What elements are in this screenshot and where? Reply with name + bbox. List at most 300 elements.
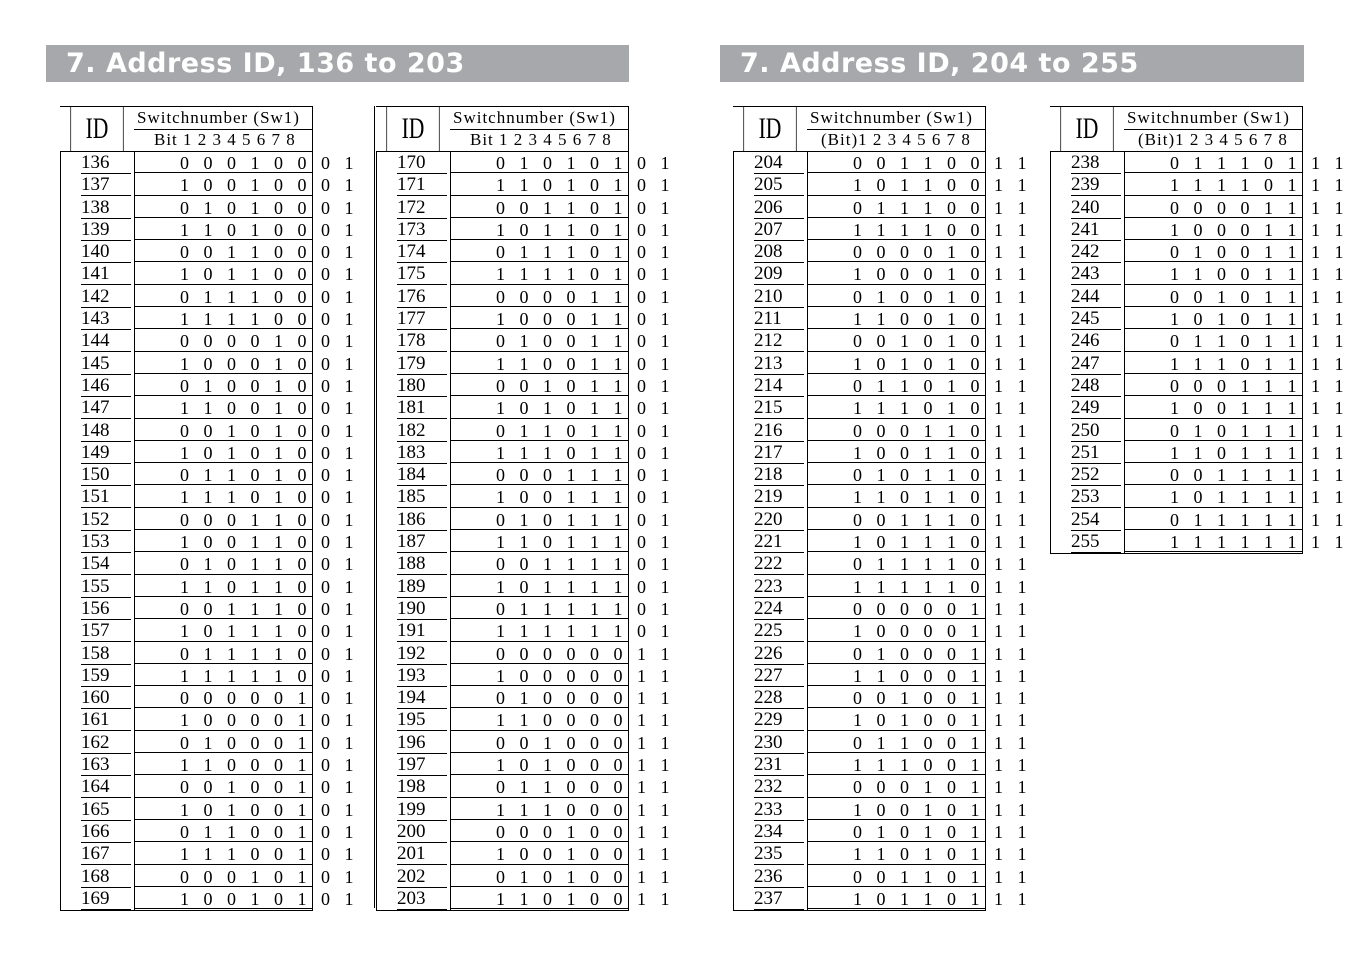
address-id-value: 165 [81, 800, 131, 821]
address-id-value: 142 [81, 287, 131, 308]
address-id-value: 251 [1071, 443, 1121, 464]
switch-bits-cell: 1 0 0 0 0 1 0 1 [135, 709, 312, 731]
address-id-value: 228 [754, 688, 804, 709]
address-id-cell [61, 152, 135, 174]
switch-bits-cell: 1 0 0 1 1 0 0 1 [135, 531, 312, 553]
address-id-value: 229 [754, 710, 804, 731]
address-id-cell [734, 799, 808, 821]
address-id-cell [61, 553, 135, 575]
table-row [61, 865, 359, 888]
switch-bits-cell: 1 0 1 1 0 1 1 1 [808, 888, 985, 910]
table-row [377, 531, 675, 553]
table-row [377, 887, 675, 910]
address-id-cell [61, 732, 135, 754]
address-id-cell [734, 821, 808, 843]
address-id-cell [377, 286, 451, 308]
address-id-value: 237 [754, 889, 804, 910]
switch-bits-cell: 0 1 1 1 0 1 0 1 [451, 241, 628, 263]
address-id-value: 176 [397, 287, 447, 308]
address-id-value: 244 [1071, 287, 1121, 308]
switch-bits-cell: 1 0 0 1 0 0 1 1 [451, 843, 628, 865]
address-id-cell [377, 866, 451, 888]
address-id-cell [377, 219, 451, 241]
address-id-value: 168 [81, 867, 131, 888]
address-id-value: 138 [81, 198, 131, 219]
address-id-cell [61, 442, 135, 464]
address-id-value: 156 [81, 599, 131, 620]
table-row [377, 687, 675, 709]
switch-bits-cell: 0 0 0 0 1 0 1 1 [808, 241, 985, 263]
address-id-cell [1051, 509, 1125, 531]
switch-bits-cell: 1 1 0 0 1 1 0 1 [451, 353, 628, 375]
table-row [1051, 374, 1349, 397]
address-id-cell [377, 888, 451, 910]
address-table-204-237 [733, 106, 1032, 911]
table-row [61, 196, 359, 219]
address-id-value: 185 [397, 487, 447, 508]
switch-bits-cell: 1 1 1 0 0 1 0 1 [135, 843, 312, 865]
switch-bits-cell: 0 0 0 0 1 0 0 1 [135, 330, 312, 352]
address-id-cell [734, 843, 808, 865]
address-id-cell [377, 420, 451, 442]
switch-bits-cell: 0 0 1 0 1 1 0 1 [451, 375, 628, 397]
address-id-value: 210 [754, 287, 804, 308]
address-id-value: 175 [397, 264, 447, 285]
switch-bits-cell: 0 0 1 1 0 0 1 1 [808, 152, 985, 174]
table-row [377, 152, 675, 174]
table-row [377, 241, 675, 263]
switch-bits-cell: 0 1 1 1 0 0 1 1 [808, 197, 985, 219]
address-id-cell [377, 197, 451, 219]
table-row [377, 196, 675, 219]
table-row [377, 820, 675, 843]
address-id-value: 216 [754, 421, 804, 442]
switch-bits-cell: 1 0 0 1 0 0 0 1 [135, 174, 312, 196]
address-id-cell [61, 799, 135, 821]
address-id-value: 236 [754, 867, 804, 888]
table-row [61, 687, 359, 709]
address-id-value: 204 [754, 153, 804, 174]
table-row [1051, 174, 1349, 196]
address-id-cell [1051, 330, 1125, 352]
table-row [734, 174, 1032, 196]
table-row [1051, 241, 1349, 263]
table-row [1051, 486, 1349, 508]
switch-bits-cell: 0 0 1 1 0 0 0 1 [135, 241, 312, 263]
switch-bits-cell: 1 0 0 0 0 1 1 1 [808, 620, 985, 642]
address-id-cell [1051, 397, 1125, 419]
table-row [1051, 508, 1349, 531]
table-row [61, 776, 359, 798]
switch-bits-cell: 0 0 0 1 1 0 0 1 [135, 509, 312, 531]
switch-bits-cell: 0 0 1 0 0 0 1 1 [451, 732, 628, 754]
switch-bits-cell: 1 1 0 0 0 0 1 1 [451, 709, 628, 731]
switch-bits-cell: 1 1 1 0 1 1 1 1 [1125, 353, 1302, 375]
address-id-value: 230 [754, 733, 804, 754]
switch-bits-cell: 0 0 1 0 1 0 1 1 [808, 330, 985, 352]
switch-bits-cell: 0 0 0 1 0 0 1 1 [451, 821, 628, 843]
switch-bits-cell: 0 1 1 1 0 0 0 1 [135, 286, 312, 308]
page-title-right: 7. Address ID, 204 to 255 [720, 45, 1304, 82]
address-id-cell [734, 709, 808, 731]
address-id-cell [377, 464, 451, 486]
table-row [377, 352, 675, 375]
table-row [61, 887, 359, 910]
address-id-cell [61, 464, 135, 486]
address-id-cell [377, 643, 451, 665]
address-id-cell [377, 375, 451, 397]
switch-bits-cell: 1 0 1 0 1 0 0 1 [135, 442, 312, 464]
switch-bits-cell: 0 1 0 1 0 0 1 1 [451, 866, 628, 888]
switch-bits-cell: 0 0 1 1 1 1 1 1 [1125, 464, 1302, 486]
address-id-value: 226 [754, 644, 804, 665]
table-row [61, 486, 359, 508]
switch-bits-cell: 1 0 0 0 1 1 1 1 [1125, 219, 1302, 241]
address-id-value: 205 [754, 175, 804, 196]
table-row [61, 531, 359, 553]
address-id-value: 208 [754, 242, 804, 263]
address-id-cell [734, 152, 808, 174]
address-id-value: 160 [81, 688, 131, 709]
address-id-value: 164 [81, 777, 131, 798]
address-id-cell [61, 866, 135, 888]
switch-bits-cell: 1 1 1 1 0 1 1 1 [1125, 174, 1302, 196]
switch-bits-cell: 1 1 0 0 0 1 0 1 [135, 754, 312, 776]
switch-bits-cell: 0 1 1 1 1 1 1 1 [1125, 509, 1302, 531]
address-table-238-255 [1050, 106, 1349, 554]
address-id-value: 159 [81, 666, 131, 687]
table-row [377, 464, 675, 486]
address-id-value: 154 [81, 554, 131, 575]
address-id-cell [734, 687, 808, 709]
address-id-cell [734, 732, 808, 754]
table-row [734, 263, 1032, 285]
address-id-cell [61, 531, 135, 553]
table-row [734, 642, 1032, 665]
address-id-cell [734, 553, 808, 575]
table-header [60, 107, 313, 152]
table-row [61, 352, 359, 375]
table-row [734, 820, 1032, 843]
address-id-value: 187 [397, 532, 447, 553]
switch-bits-cell: 1 1 1 0 1 0 1 1 [808, 397, 985, 419]
address-id-cell [61, 509, 135, 531]
table-row [1051, 263, 1349, 285]
switch-bits-cell: 0 0 0 0 0 0 1 1 [451, 643, 628, 665]
switch-bits-cell: 0 0 0 1 1 0 1 1 [808, 420, 985, 442]
table-row [61, 218, 359, 241]
address-id-value: 139 [81, 220, 131, 241]
table-row [734, 575, 1032, 598]
address-id-cell [377, 442, 451, 464]
address-id-cell [61, 643, 135, 665]
address-id-cell [734, 197, 808, 219]
switch-bits-cell: 0 1 0 1 1 1 1 1 [1125, 420, 1302, 442]
switch-bits-cell: 0 0 1 0 1 0 0 1 [135, 420, 312, 442]
table-row [61, 709, 359, 731]
address-id-value: 218 [754, 465, 804, 486]
address-id-value: 195 [397, 710, 447, 731]
switch-bits-cell: 1 0 0 0 1 0 1 1 [808, 263, 985, 285]
bit-index-header: (Bit)1 2 3 4 5 6 7 8 [807, 129, 986, 151]
switch-bits-cell: 0 1 1 1 1 1 0 1 [451, 598, 628, 620]
table-row [734, 687, 1032, 709]
address-id-cell [61, 687, 135, 709]
address-id-value: 252 [1071, 465, 1121, 486]
address-id-value: 143 [81, 309, 131, 330]
address-id-cell [377, 709, 451, 731]
address-id-value: 196 [397, 733, 447, 754]
address-id-cell [734, 263, 808, 285]
address-id-cell [377, 843, 451, 865]
address-id-value: 247 [1071, 354, 1121, 375]
table-row [61, 754, 359, 776]
address-id-cell [377, 509, 451, 531]
address-id-value: 227 [754, 666, 804, 687]
address-id-value: 203 [397, 889, 447, 910]
switch-bits-cell: 1 1 0 1 0 1 1 1 [808, 843, 985, 865]
address-id-cell [61, 353, 135, 375]
address-id-cell [1051, 486, 1125, 508]
table-row [377, 330, 675, 352]
table-row [377, 731, 675, 754]
table-body [376, 152, 675, 910]
address-id-value: 189 [397, 577, 447, 598]
address-id-cell [734, 308, 808, 330]
switch-bits-cell: 0 1 1 1 0 1 1 1 [1125, 152, 1302, 174]
switch-bits-cell: 1 0 0 0 1 0 0 1 [135, 353, 312, 375]
address-id-value: 242 [1071, 242, 1121, 263]
switch-bits-cell: 1 0 1 0 1 1 0 1 [451, 397, 628, 419]
switch-bits-cell: 1 0 1 1 0 0 0 1 [135, 263, 312, 285]
address-id-value: 217 [754, 443, 804, 464]
table-row [734, 731, 1032, 754]
switch-bits-cell: 0 0 0 1 0 1 1 1 [808, 776, 985, 798]
table-row [734, 285, 1032, 308]
switch-bits-cell: 0 1 0 0 0 1 1 1 [808, 643, 985, 665]
address-id-value: 188 [397, 554, 447, 575]
switch-bits-cell: 1 0 1 0 1 0 1 1 [808, 353, 985, 375]
table-row [734, 374, 1032, 397]
table-row [377, 285, 675, 308]
switch-bits-cell: 1 0 0 0 1 1 0 1 [451, 308, 628, 330]
switch-bits-cell: 1 1 0 1 1 0 1 1 [808, 486, 985, 508]
id-column-header: ID [386, 107, 439, 151]
switch-bits-cell: 1 0 0 1 0 1 1 1 [808, 799, 985, 821]
address-id-value: 152 [81, 510, 131, 531]
table-row [734, 397, 1032, 419]
switch-bits-cell: 1 0 1 0 1 1 1 1 [1125, 308, 1302, 330]
switch-bits-cell: 1 0 0 1 0 1 0 1 [135, 888, 312, 910]
switchnumber-header: Switchnumber (Sw1) [450, 107, 629, 130]
switch-bits-cell: 1 1 0 0 1 0 0 1 [135, 397, 312, 419]
address-id-cell [61, 330, 135, 352]
address-id-cell [734, 241, 808, 263]
table-row [1051, 285, 1349, 308]
page-title-left: 7. Address ID, 136 to 203 [46, 45, 629, 82]
table-row [61, 330, 359, 352]
address-id-cell [377, 732, 451, 754]
table-row [1051, 196, 1349, 219]
address-id-cell [61, 286, 135, 308]
address-id-cell [1051, 286, 1125, 308]
switch-bits-cell: 0 1 1 0 1 1 0 1 [451, 420, 628, 442]
address-id-cell [1051, 219, 1125, 241]
address-id-cell [377, 152, 451, 174]
address-id-cell [734, 866, 808, 888]
column-separator-left [374, 106, 375, 908]
address-id-value: 141 [81, 264, 131, 285]
address-id-value: 197 [397, 755, 447, 776]
address-id-value: 250 [1071, 421, 1121, 442]
address-id-cell [377, 553, 451, 575]
address-id-cell [61, 776, 135, 798]
switch-bits-cell: 0 1 0 1 0 0 0 1 [135, 197, 312, 219]
switch-bits-cell: 1 0 1 0 0 0 1 1 [451, 754, 628, 776]
address-id-cell [61, 197, 135, 219]
table-row [61, 285, 359, 308]
switch-bits-cell: 1 1 0 1 1 1 0 1 [451, 531, 628, 553]
address-id-cell [377, 576, 451, 598]
table-row [377, 419, 675, 442]
address-id-value: 241 [1071, 220, 1121, 241]
address-id-cell [377, 776, 451, 798]
address-id-value: 202 [397, 867, 447, 888]
address-id-cell [734, 598, 808, 620]
table-row [61, 597, 359, 620]
table-row [61, 152, 359, 174]
switch-bits-cell: 1 1 1 1 0 0 1 1 [808, 219, 985, 241]
switch-bits-cell: 0 1 1 0 0 0 1 1 [451, 776, 628, 798]
switch-bits-cell: 0 0 1 1 0 1 1 1 [808, 866, 985, 888]
switch-bits-cell: 0 0 0 0 1 1 0 1 [451, 286, 628, 308]
address-id-value: 170 [397, 153, 447, 174]
address-id-value: 136 [81, 153, 131, 174]
address-id-value: 181 [397, 398, 447, 419]
switch-bits-cell: 1 1 0 1 0 0 0 1 [135, 219, 312, 241]
address-id-cell [61, 665, 135, 687]
address-id-value: 254 [1071, 510, 1121, 531]
address-id-value: 214 [754, 376, 804, 397]
address-id-value: 146 [81, 376, 131, 397]
switch-bits-cell: 0 1 0 1 1 0 0 1 [135, 553, 312, 575]
address-id-cell [377, 799, 451, 821]
table-row [1051, 441, 1349, 464]
switch-bits-cell: 1 0 1 0 0 1 0 1 [135, 799, 312, 821]
table-row [377, 553, 675, 575]
switch-bits-cell: 0 1 0 1 0 1 0 1 [451, 152, 628, 174]
address-id-cell [1051, 152, 1125, 174]
address-id-cell [734, 576, 808, 598]
address-id-cell [377, 821, 451, 843]
address-id-cell [377, 330, 451, 352]
address-id-value: 199 [397, 800, 447, 821]
switch-bits-cell: 1 1 0 0 1 1 1 1 [1125, 263, 1302, 285]
table-row [61, 664, 359, 687]
switch-bits-cell: 1 1 1 0 1 0 0 1 [135, 486, 312, 508]
address-id-value: 221 [754, 532, 804, 553]
table-row [734, 218, 1032, 241]
address-id-value: 177 [397, 309, 447, 330]
switch-bits-cell: 1 1 0 1 1 1 1 1 [1125, 442, 1302, 464]
table-row [734, 776, 1032, 798]
address-id-cell [61, 888, 135, 910]
address-table-136-169 [60, 106, 359, 911]
address-id-value: 169 [81, 889, 131, 910]
address-id-value: 174 [397, 242, 447, 263]
table-row [61, 843, 359, 865]
switch-bits-cell: 0 1 0 0 0 1 0 1 [135, 732, 312, 754]
address-id-value: 240 [1071, 198, 1121, 219]
address-id-value: 144 [81, 331, 131, 352]
address-id-cell [61, 263, 135, 285]
address-id-value: 180 [397, 376, 447, 397]
address-id-value: 201 [397, 844, 447, 865]
address-id-value: 186 [397, 510, 447, 531]
address-id-cell [734, 509, 808, 531]
switch-bits-cell: 1 1 0 1 0 1 0 1 [451, 174, 628, 196]
switch-bits-cell: 0 0 1 0 0 1 0 1 [135, 776, 312, 798]
switch-bits-cell: 1 0 1 0 0 1 1 1 [808, 709, 985, 731]
switch-bits-cell: 0 0 1 0 0 1 1 1 [808, 687, 985, 709]
table-row [377, 620, 675, 642]
address-id-value: 209 [754, 264, 804, 285]
switch-bits-cell: 0 1 1 1 1 0 0 1 [135, 643, 312, 665]
table-row [61, 397, 359, 419]
address-id-cell [734, 620, 808, 642]
address-id-value: 220 [754, 510, 804, 531]
table-body [60, 152, 359, 910]
address-id-cell [61, 598, 135, 620]
address-id-cell [1051, 197, 1125, 219]
table-row [377, 642, 675, 665]
switch-bits-cell: 0 1 0 0 1 0 1 1 [808, 286, 985, 308]
address-id-value: 171 [397, 175, 447, 196]
table-row [1051, 308, 1349, 330]
bit-index-header: (Bit)1 2 3 4 5 6 7 8 [1124, 129, 1303, 151]
switch-bits-cell: 0 0 0 1 0 1 0 1 [135, 866, 312, 888]
table-row [1051, 152, 1349, 174]
address-id-cell [734, 776, 808, 798]
table-row [377, 754, 675, 776]
table-row [377, 709, 675, 731]
bit-index-header: Bit 1 2 3 4 5 6 7 8 [134, 129, 313, 151]
address-id-cell [61, 754, 135, 776]
switch-bits-cell: 0 0 1 1 1 0 0 1 [135, 598, 312, 620]
switch-bits-cell: 0 1 0 1 1 0 1 1 [808, 464, 985, 486]
table-row [734, 798, 1032, 821]
address-id-cell [61, 219, 135, 241]
switch-bits-cell: 1 1 1 1 1 0 1 1 [808, 576, 985, 598]
table-header [733, 107, 986, 152]
table-row [377, 865, 675, 888]
switch-bits-cell: 0 0 0 1 1 1 0 1 [451, 464, 628, 486]
address-id-value: 235 [754, 844, 804, 865]
address-id-value: 211 [754, 309, 804, 330]
table-row [61, 374, 359, 397]
switch-bits-cell: 1 1 1 1 0 0 0 1 [135, 308, 312, 330]
address-id-value: 140 [81, 242, 131, 263]
table-row [377, 374, 675, 397]
table-row [61, 620, 359, 642]
address-id-cell [377, 598, 451, 620]
switch-bits-cell: 0 0 0 0 0 1 0 1 [135, 687, 312, 709]
switch-bits-cell: 1 0 1 1 0 0 1 1 [808, 174, 985, 196]
table-row [734, 464, 1032, 486]
address-id-cell [1051, 308, 1125, 330]
table-row [734, 754, 1032, 776]
address-id-cell [1051, 442, 1125, 464]
